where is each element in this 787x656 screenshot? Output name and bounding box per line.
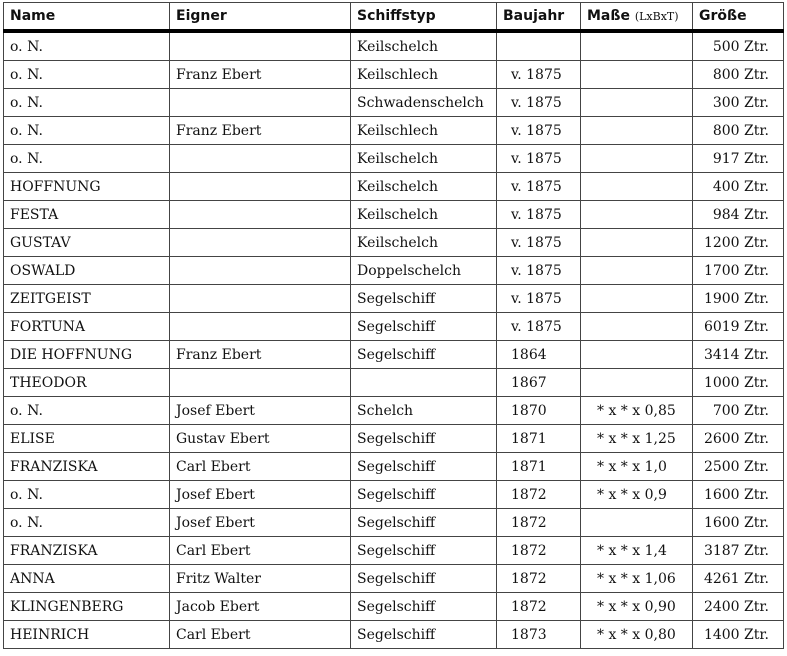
cell-build-year: v. 1875	[497, 89, 581, 117]
table-row	[4, 453, 784, 481]
cell-ship-type: Doppelschelch	[351, 257, 497, 285]
cell-dimensions	[581, 257, 693, 285]
cell-name: THEODOR	[4, 369, 170, 397]
header-build-year: Baujahr	[497, 3, 581, 32]
table-row	[4, 145, 784, 173]
cell-build-year: 1871	[497, 425, 581, 453]
cell-size: 700 Ztr.	[693, 397, 784, 425]
cell-owner: Josef Ebert	[170, 509, 351, 537]
cell-owner: Fritz Walter	[170, 565, 351, 593]
cell-owner: Carl Ebert	[170, 453, 351, 481]
cell-dimensions	[581, 61, 693, 89]
table-row	[4, 229, 784, 257]
cell-dimensions	[581, 89, 693, 117]
cell-owner: Jacob Ebert	[170, 593, 351, 621]
table-row	[4, 285, 784, 313]
cell-ship-type: Schwadenschelch	[351, 89, 497, 117]
cell-build-year: v. 1875	[497, 117, 581, 145]
table-row	[4, 425, 784, 453]
cell-name: GUSTAV	[4, 229, 170, 257]
cell-name: FORTUNA	[4, 313, 170, 341]
cell-dimensions	[581, 509, 693, 537]
header-dimensions-unit: (LxBxT)	[634, 10, 679, 23]
cell-owner: Gustav Ebert	[170, 425, 351, 453]
cell-size: 1200 Ztr.	[693, 229, 784, 257]
table-row	[4, 593, 784, 621]
table-row	[4, 31, 784, 61]
cell-build-year: 1871	[497, 453, 581, 481]
cell-build-year: v. 1875	[497, 285, 581, 313]
cell-build-year: 1867	[497, 369, 581, 397]
cell-build-year: 1872	[497, 537, 581, 565]
cell-ship-type: Segelschiff	[351, 481, 497, 509]
cell-owner: Franz Ebert	[170, 341, 351, 369]
cell-size: 6019 Ztr.	[693, 313, 784, 341]
cell-size: 300 Ztr.	[693, 89, 784, 117]
cell-ship-type: Keilschlech	[351, 61, 497, 89]
cell-dimensions	[581, 145, 693, 173]
cell-size: 1400 Ztr.	[693, 621, 784, 649]
cell-size: 1600 Ztr.	[693, 509, 784, 537]
cell-ship-type: Keilschelch	[351, 173, 497, 201]
cell-name: ANNA	[4, 565, 170, 593]
table-row	[4, 537, 784, 565]
cell-name: HEINRICH	[4, 621, 170, 649]
cell-size: 1700 Ztr.	[693, 257, 784, 285]
cell-dimensions: * x * x 0,80	[581, 621, 693, 649]
header-ship-type: Schiffstyp	[351, 3, 497, 32]
cell-size: 1000 Ztr.	[693, 369, 784, 397]
cell-ship-type: Segelschiff	[351, 453, 497, 481]
cell-dimensions: * x * x 0,85	[581, 397, 693, 425]
cell-owner	[170, 201, 351, 229]
cell-owner: Franz Ebert	[170, 61, 351, 89]
cell-dimensions: * x * x 1,06	[581, 565, 693, 593]
cell-build-year: v. 1875	[497, 61, 581, 89]
table-row	[4, 565, 784, 593]
cell-ship-type: Segelschiff	[351, 621, 497, 649]
cell-name: KLINGENBERG	[4, 593, 170, 621]
header-dimensions-label: Maße	[587, 8, 630, 24]
cell-size: 3414 Ztr.	[693, 341, 784, 369]
cell-owner	[170, 89, 351, 117]
cell-name: o. N.	[4, 89, 170, 117]
cell-dimensions	[581, 31, 693, 61]
table-row	[4, 397, 784, 425]
cell-ship-type: Segelschiff	[351, 537, 497, 565]
cell-name: o. N.	[4, 31, 170, 61]
header-size: Größe	[693, 3, 784, 32]
cell-ship-type: Segelschiff	[351, 593, 497, 621]
cell-name: o. N.	[4, 509, 170, 537]
cell-owner	[170, 173, 351, 201]
table-row	[4, 369, 784, 397]
cell-dimensions	[581, 201, 693, 229]
cell-name: ELISE	[4, 425, 170, 453]
cell-build-year: 1872	[497, 565, 581, 593]
cell-size: 400 Ztr.	[693, 173, 784, 201]
cell-size: 3187 Ztr.	[693, 537, 784, 565]
header-owner: Eigner	[170, 3, 351, 32]
cell-build-year: v. 1875	[497, 229, 581, 257]
table-row	[4, 201, 784, 229]
cell-owner	[170, 229, 351, 257]
cell-ship-type: Keilschlech	[351, 117, 497, 145]
cell-dimensions	[581, 341, 693, 369]
cell-dimensions	[581, 313, 693, 341]
cell-size: 984 Ztr.	[693, 201, 784, 229]
cell-size: 1900 Ztr.	[693, 285, 784, 313]
cell-size: 4261 Ztr.	[693, 565, 784, 593]
cell-name: OSWALD	[4, 257, 170, 285]
cell-dimensions: * x * x 0,90	[581, 593, 693, 621]
ships-table	[3, 2, 784, 649]
cell-size: 2500 Ztr.	[693, 453, 784, 481]
cell-dimensions: * x * x 1,0	[581, 453, 693, 481]
cell-size: 500 Ztr.	[693, 31, 784, 61]
table-header	[4, 3, 784, 32]
cell-build-year: 1873	[497, 621, 581, 649]
cell-ship-type: Segelschiff	[351, 285, 497, 313]
cell-build-year: v. 1875	[497, 257, 581, 285]
cell-size: 800 Ztr.	[693, 61, 784, 89]
cell-name: o. N.	[4, 117, 170, 145]
cell-size: 2600 Ztr.	[693, 425, 784, 453]
cell-dimensions: * x * x 0,9	[581, 481, 693, 509]
cell-ship-type: Segelschiff	[351, 313, 497, 341]
cell-name: FRANZISKA	[4, 453, 170, 481]
cell-dimensions	[581, 229, 693, 257]
cell-size: 2400 Ztr.	[693, 593, 784, 621]
cell-build-year	[497, 31, 581, 61]
table-row	[4, 481, 784, 509]
cell-owner: Carl Ebert	[170, 621, 351, 649]
table-row	[4, 621, 784, 649]
cell-name: o. N.	[4, 481, 170, 509]
cell-name: o. N.	[4, 61, 170, 89]
table-row	[4, 509, 784, 537]
cell-owner	[170, 285, 351, 313]
cell-owner	[170, 31, 351, 61]
cell-ship-type: Segelschiff	[351, 425, 497, 453]
table-row	[4, 313, 784, 341]
cell-ship-type: Keilschelch	[351, 201, 497, 229]
cell-build-year: v. 1875	[497, 145, 581, 173]
cell-ship-type: Keilschelch	[351, 31, 497, 61]
cell-owner	[170, 257, 351, 285]
cell-dimensions	[581, 173, 693, 201]
cell-build-year: 1872	[497, 481, 581, 509]
cell-name: ZEITGEIST	[4, 285, 170, 313]
cell-build-year: v. 1875	[497, 173, 581, 201]
cell-ship-type: Segelschiff	[351, 509, 497, 537]
cell-owner: Franz Ebert	[170, 117, 351, 145]
cell-build-year: 1872	[497, 509, 581, 537]
table-row	[4, 61, 784, 89]
cell-name: FESTA	[4, 201, 170, 229]
header-dimensions	[581, 3, 693, 32]
table-row	[4, 341, 784, 369]
cell-owner	[170, 369, 351, 397]
table-row	[4, 173, 784, 201]
cell-build-year: 1872	[497, 593, 581, 621]
cell-build-year: v. 1875	[497, 201, 581, 229]
cell-dimensions	[581, 285, 693, 313]
cell-name: FRANZISKA	[4, 537, 170, 565]
cell-name: o. N.	[4, 397, 170, 425]
cell-size: 800 Ztr.	[693, 117, 784, 145]
cell-ship-type: Segelschiff	[351, 341, 497, 369]
cell-size: 917 Ztr.	[693, 145, 784, 173]
cell-owner: Carl Ebert	[170, 537, 351, 565]
cell-ship-type: Keilschelch	[351, 229, 497, 257]
cell-name: o. N.	[4, 145, 170, 173]
cell-dimensions	[581, 369, 693, 397]
cell-name: HOFFNUNG	[4, 173, 170, 201]
cell-ship-type: Keilschelch	[351, 145, 497, 173]
cell-owner: Josef Ebert	[170, 397, 351, 425]
cell-dimensions: * x * x 1,4	[581, 537, 693, 565]
cell-size: 1600 Ztr.	[693, 481, 784, 509]
cell-ship-type: Segelschiff	[351, 565, 497, 593]
cell-owner	[170, 145, 351, 173]
cell-build-year: 1864	[497, 341, 581, 369]
table-body	[4, 31, 784, 649]
cell-ship-type: Schelch	[351, 397, 497, 425]
cell-dimensions	[581, 117, 693, 145]
table-row	[4, 257, 784, 285]
cell-owner	[170, 313, 351, 341]
cell-owner: Josef Ebert	[170, 481, 351, 509]
table-row	[4, 117, 784, 145]
cell-build-year: 1870	[497, 397, 581, 425]
cell-dimensions: * x * x 1,25	[581, 425, 693, 453]
table-row	[4, 89, 784, 117]
cell-name: DIE HOFFNUNG	[4, 341, 170, 369]
cell-ship-type	[351, 369, 497, 397]
cell-build-year: v. 1875	[497, 313, 581, 341]
header-name: Name	[4, 3, 170, 32]
